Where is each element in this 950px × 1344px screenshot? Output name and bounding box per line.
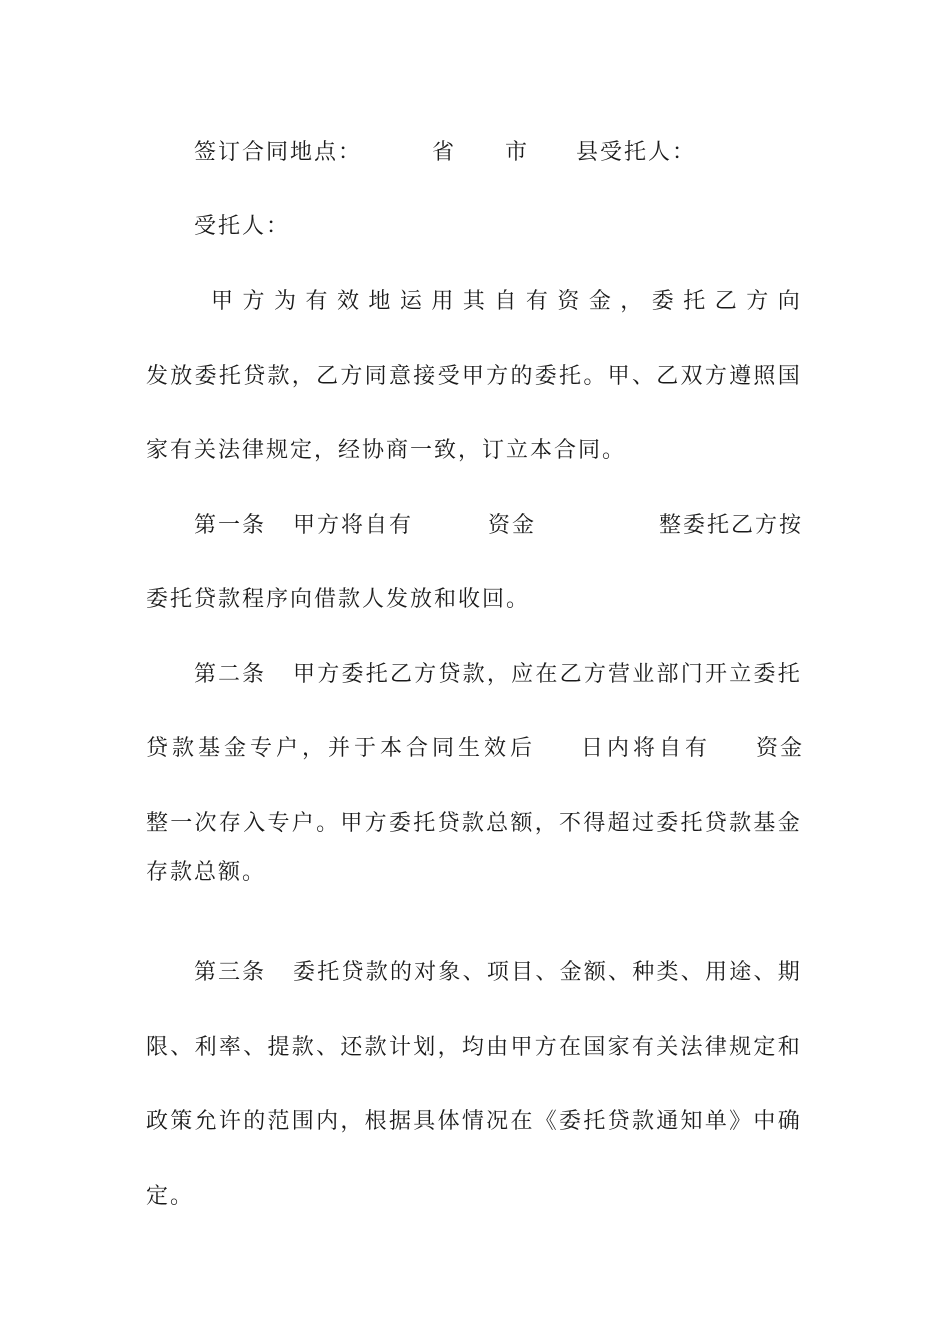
text-char: 的 <box>243 1109 268 1134</box>
text-char: 律 <box>704 1035 729 1060</box>
text-char: 率 <box>218 1035 243 1060</box>
article-2-line-3 <box>0 809 950 839</box>
text-char: 种 <box>632 960 657 985</box>
text-char: 门 <box>680 662 705 687</box>
text-char: 款 <box>729 811 754 836</box>
text-char: 乙 <box>714 289 739 314</box>
text-char: 委 <box>651 289 676 314</box>
text-char: 存 <box>218 811 243 836</box>
trustee-line <box>0 212 950 242</box>
text-char: 的 <box>389 960 414 985</box>
article-3-line-2 <box>0 1033 950 1063</box>
text-char: 国 <box>777 364 802 389</box>
preamble-line-1 <box>0 287 950 317</box>
text-char: 托 <box>413 811 438 836</box>
text-char: 贷 <box>607 1109 632 1134</box>
text-char: 额 <box>583 960 608 985</box>
text-char: 贷 <box>341 960 366 985</box>
text-char: 贷 <box>437 811 462 836</box>
text-char: 意 <box>388 364 413 389</box>
article-3-line-1 <box>0 958 950 988</box>
text-char: 根 <box>364 1109 389 1134</box>
text-char: 。 <box>316 811 341 836</box>
text-char: 还 <box>340 1035 365 1060</box>
text-char: 具 <box>413 1109 438 1134</box>
text-char: 、 <box>243 1035 268 1060</box>
article-1-text-c: 整委托乙方按 <box>659 513 804 538</box>
text-char: 总 <box>486 811 511 836</box>
text-char: 额 <box>510 811 535 836</box>
text-char: 规 <box>729 1035 754 1060</box>
text-char: 、 <box>535 960 560 985</box>
text-char: 双 <box>680 364 705 389</box>
text-char: 业 <box>632 662 657 687</box>
text-char: 得 <box>583 811 608 836</box>
text-char: 接 <box>413 364 438 389</box>
text-char: 乙 <box>389 662 414 687</box>
text-char: 期 <box>777 960 802 985</box>
text-char: 据 <box>388 1109 413 1134</box>
text-char: 款 <box>631 1109 656 1134</box>
text-char: ， <box>291 364 316 389</box>
county-trustee-label: 县受托人： <box>576 140 697 165</box>
text-char: 受 <box>437 364 462 389</box>
text-char: 地 <box>368 289 393 314</box>
text-char: 限 <box>146 1035 171 1060</box>
text-char: ， <box>534 811 559 836</box>
text-char: 开 <box>704 662 729 687</box>
text-char: 乙 <box>316 364 341 389</box>
text-char: 款 <box>365 960 390 985</box>
text-char: 、 <box>462 960 487 985</box>
article-2-text-3 <box>146 809 802 839</box>
text-char: 托 <box>683 289 708 314</box>
preamble-line-2 <box>0 362 950 392</box>
text-char: 基 <box>753 811 778 836</box>
text-char: 运 <box>399 289 424 314</box>
text-char: 法 <box>680 1035 705 1060</box>
text-char: 围 <box>291 1109 316 1134</box>
text-char: 款 <box>267 364 292 389</box>
text-char: 方 <box>746 289 771 314</box>
text-char: 过 <box>631 811 656 836</box>
article-1-line-2 <box>0 585 950 615</box>
text-char: 乙 <box>559 662 584 687</box>
text-char: 由 <box>486 1035 511 1060</box>
text-char: 在 <box>559 1035 584 1060</box>
article-2-text-4: 存款总额。 <box>146 860 267 885</box>
article-3-text-1 <box>293 958 802 988</box>
text-char: 乙 <box>656 364 681 389</box>
text-char: 发 <box>146 364 171 389</box>
text-char: 放 <box>170 364 195 389</box>
article-2-heading: 第二条 <box>194 662 267 687</box>
text-char: 同 <box>364 364 389 389</box>
text-char: 托 <box>583 1109 608 1134</box>
text-char: 。 <box>583 364 608 389</box>
article-3-text-4: 定。 <box>146 1184 195 1209</box>
text-char: 委 <box>656 811 681 836</box>
text-char: 次 <box>194 811 219 836</box>
text-char: 款 <box>364 1035 389 1060</box>
text-char: 、 <box>680 960 705 985</box>
article-3-line-4 <box>0 1182 950 1212</box>
text-char: 照 <box>753 364 778 389</box>
text-char: 甲 <box>211 289 236 314</box>
text-char: 款 <box>461 811 486 836</box>
text-char: 家 <box>607 1035 632 1060</box>
city-label: 市 <box>505 140 530 165</box>
preamble-text-2 <box>146 362 802 392</box>
text-char: 款 <box>462 662 487 687</box>
text-char: 知 <box>680 1109 705 1134</box>
text-char: 委 <box>293 960 318 985</box>
article-3-text-2 <box>146 1033 802 1063</box>
text-char: 、 <box>631 364 656 389</box>
text-char: 确 <box>777 1109 802 1134</box>
text-char: 途 <box>729 960 754 985</box>
text-char: 托 <box>218 364 243 389</box>
text-char: 委 <box>194 364 219 389</box>
text-char: 甲 <box>607 364 632 389</box>
text-char: 和 <box>777 1035 802 1060</box>
text-char: 用 <box>704 960 729 985</box>
text-char: 委 <box>753 662 778 687</box>
text-char: 委 <box>388 811 413 836</box>
text-char: 政 <box>146 1109 171 1134</box>
text-char: 象 <box>438 960 463 985</box>
text-char: 贷 <box>438 662 463 687</box>
text-char: 应 <box>511 662 536 687</box>
trustee-label: 受托人： <box>194 214 291 239</box>
text-char: 营 <box>608 662 633 687</box>
text-char: 、 <box>316 1035 341 1060</box>
article-2-line-4 <box>0 858 950 888</box>
article-1-heading: 第一条 <box>194 513 267 538</box>
article-1-line-1 <box>0 511 950 541</box>
text-char: 体 <box>437 1109 462 1134</box>
text-char: 专 <box>267 811 292 836</box>
text-char: 类 <box>656 960 681 985</box>
text-char: 均 <box>461 1035 486 1060</box>
place-label: 签订合同地点： <box>194 140 363 165</box>
text-char: 委 <box>559 1109 584 1134</box>
text-char: 委 <box>534 364 559 389</box>
text-char: 托 <box>365 662 390 687</box>
text-char: 方 <box>242 289 267 314</box>
text-char: 向 <box>777 289 802 314</box>
text-char: 托 <box>317 960 342 985</box>
text-char: 况 <box>486 1109 511 1134</box>
preamble-text-3: 家有关法律规定，经协商一致，订立本合同。 <box>146 438 627 463</box>
text-char: 、 <box>753 960 778 985</box>
text-char: 金 <box>559 960 584 985</box>
text-char: 效 <box>336 289 361 314</box>
text-char: 对 <box>414 960 439 985</box>
text-char: ， <box>437 1035 462 1060</box>
text-char: 关 <box>656 1035 681 1060</box>
article-3-heading: 第三条 <box>194 960 267 985</box>
text-char: 单 <box>704 1109 729 1134</box>
text-char: 项 <box>486 960 511 985</box>
text-char: 划 <box>413 1035 438 1060</box>
text-char: 超 <box>607 811 632 836</box>
article-1-text-b: 资金 <box>488 513 537 538</box>
text-char: 方 <box>414 662 439 687</box>
text-char: 定 <box>753 1035 778 1060</box>
article-1-text-a: 甲方将自有 <box>293 513 414 538</box>
text-char: 中 <box>753 1109 778 1134</box>
text-char: 利 <box>194 1035 219 1060</box>
text-char: 、 <box>170 1035 195 1060</box>
text-char: 款 <box>291 1035 316 1060</box>
text-char: 《 <box>534 1109 559 1134</box>
text-char: 托 <box>559 364 584 389</box>
article-2-text-2a: 贷款基金专户，并于本合同生效后 <box>146 736 537 761</box>
text-char: 在 <box>535 662 560 687</box>
article-3-line-3 <box>0 1107 950 1137</box>
text-char: 许 <box>218 1109 243 1134</box>
text-char: 自 <box>494 289 519 314</box>
text-char: 通 <box>656 1109 681 1134</box>
text-char: 其 <box>462 289 487 314</box>
text-char: 贷 <box>704 811 729 836</box>
text-char: 方 <box>486 364 511 389</box>
text-char: 计 <box>388 1035 413 1060</box>
article-2-text-2c: 资金 <box>756 736 805 761</box>
text-char: 入 <box>243 811 268 836</box>
text-char: 方 <box>364 811 389 836</box>
text-char: 允 <box>194 1109 219 1134</box>
article-3-text-3 <box>146 1107 802 1137</box>
article-1-text-2: 委托贷款程序向借款人发放和收回。 <box>146 587 531 612</box>
text-char: 情 <box>461 1109 486 1134</box>
text-char: 策 <box>170 1109 195 1134</box>
text-char: 委 <box>341 662 366 687</box>
text-char: 甲 <box>340 811 365 836</box>
text-char: 甲 <box>461 364 486 389</box>
text-char: 方 <box>340 364 365 389</box>
text-char: 立 <box>729 662 754 687</box>
text-char: 户 <box>291 811 316 836</box>
text-char: 甲 <box>293 662 318 687</box>
text-char: 在 <box>510 1109 535 1134</box>
text-char: 金 <box>777 811 802 836</box>
text-char: 方 <box>534 1035 559 1060</box>
text-char: ， <box>620 289 645 314</box>
text-char: 有 <box>525 289 550 314</box>
text-char: 的 <box>510 364 535 389</box>
text-char: 贷 <box>243 364 268 389</box>
text-char: ， <box>340 1109 365 1134</box>
preamble-line-3 <box>0 436 950 466</box>
text-char: 、 <box>608 960 633 985</box>
article-2-text-1 <box>293 660 802 690</box>
text-char: ， <box>486 662 511 687</box>
article-2-text-2b: 日内将自有 <box>581 736 712 761</box>
preamble-text-1 <box>211 287 802 317</box>
text-char: 金 <box>588 289 613 314</box>
text-char: 部 <box>656 662 681 687</box>
text-char: 整 <box>146 811 171 836</box>
text-char: 提 <box>267 1035 292 1060</box>
article-2-line-1 <box>0 660 950 690</box>
text-char: 方 <box>583 662 608 687</box>
contract-place-line <box>0 138 950 168</box>
text-char: 用 <box>431 289 456 314</box>
text-char: 国 <box>583 1035 608 1060</box>
text-char: 范 <box>267 1109 292 1134</box>
province-label: 省 <box>432 140 457 165</box>
text-char: 目 <box>511 960 536 985</box>
text-char: 方 <box>317 662 342 687</box>
text-char: 托 <box>680 811 705 836</box>
article-2-line-2 <box>0 734 950 764</box>
text-char: 为 <box>273 289 298 314</box>
text-char: 有 <box>631 1035 656 1060</box>
text-char: 方 <box>704 364 729 389</box>
text-char: 不 <box>559 811 584 836</box>
text-char: 一 <box>170 811 195 836</box>
text-char: 托 <box>777 662 802 687</box>
text-char: 内 <box>316 1109 341 1134</box>
text-char: 甲 <box>510 1035 535 1060</box>
text-char: 》 <box>729 1109 754 1134</box>
text-char: 资 <box>557 289 582 314</box>
text-char: 遵 <box>729 364 754 389</box>
text-char: 有 <box>305 289 330 314</box>
